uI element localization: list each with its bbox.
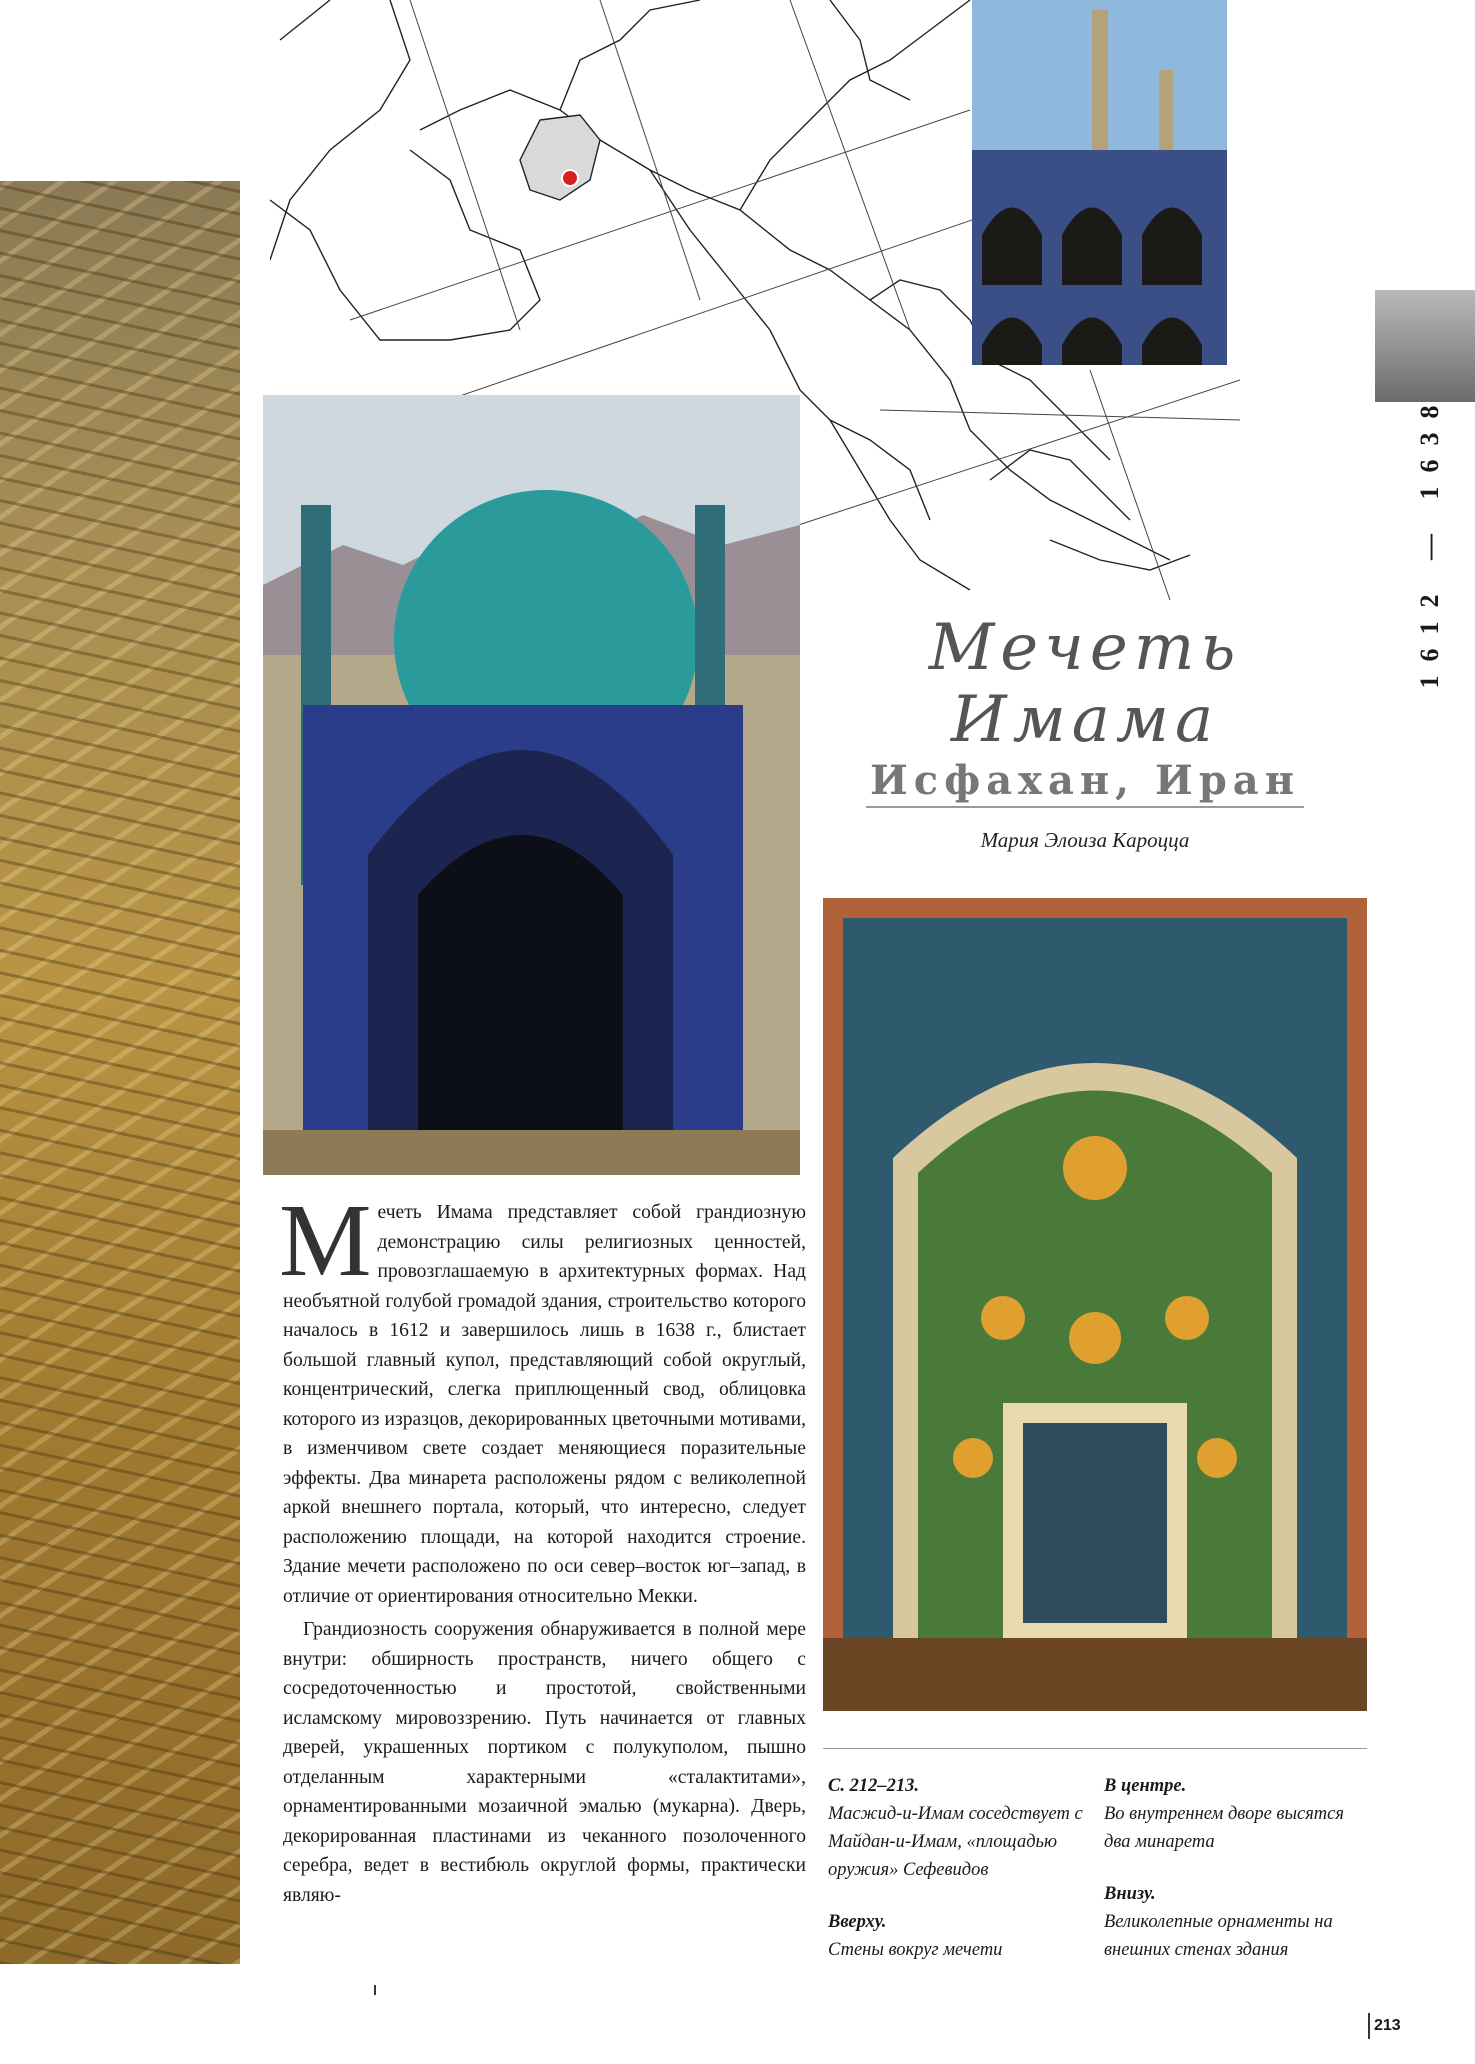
- title-line-1: Мечеть: [928, 611, 1242, 685]
- paragraph-1-text: ечеть Имама представляет собой грандиозную демонстрацию силы религиозных ценностей, провозглашаемую в архитектурных формах. Над необъятной голубой громадой здания, строительство которого началось в 1612 и завершилось лишь в 1638 г., блистает большой главный купол, представляющий собой округлый, концентрический, слегка приплющенный свод, облицовка которого из изразцов, декорированных цветочными мотивами, в изменчивом свете создает меняющиеся поразительные эффекты. Два минарета расположены рядом с великолепной аркой внешнего портала, который, что интересно, следует расположению площади, на которой находится строение. Здание мечети расположено по оси север–восток юг–запад, в отличие от ориентирования относительно Мекки.: [283, 1202, 806, 1607]
- caption-column-left: [828, 1772, 1093, 1964]
- mosque-dome-photo: [263, 395, 800, 1175]
- subtitle: Исфахан, Иран: [866, 756, 1304, 808]
- title-block: [820, 612, 1350, 853]
- courtyard-minarets-photo: [972, 0, 1227, 365]
- caption-heading: С. 212–213.: [828, 1776, 919, 1796]
- aerial-city-photo: [0, 181, 240, 1964]
- caption-heading: В центре.: [1104, 1776, 1187, 1796]
- caption-heading: Вверху.: [828, 1912, 887, 1932]
- caption-text: Стены вокруг мечети: [828, 1940, 1003, 1960]
- caption-heading: Внизу.: [1104, 1884, 1156, 1904]
- tile-ornament-photo: [823, 898, 1367, 1711]
- caption-text: Великолепные орнаменты на внешних стенах здания: [1104, 1912, 1333, 1960]
- tick-mark: [374, 1985, 376, 1995]
- article-body: [279, 1183, 806, 1910]
- paragraph-2: Грандиозность сооружения обнаруживается в полной мере внутри: обширность пространств, ничего общего с сосредоточенностью и простотой, свойственными исламскому мировоззрению. Путь начинается от главных дверей, украшенных портиком с полукуполом, пышно отделанным характерными «сталактитами», орнаментированными мозаичной эмалью (мукарна). Дверь, декорированная пластинами из чеканного позолоченного серебра, ведет в вестибюль округлой формы, практически являю-: [283, 1619, 806, 1906]
- title-line-2: Имама: [950, 683, 1220, 757]
- author: Мария Элоиза Кароцца: [980, 828, 1190, 852]
- caption-text: Масжид-и-Имам соседствует с Майдан-и-Имам, «площадью оружия» Сефевидов: [828, 1804, 1083, 1880]
- page-number: 213: [1368, 2013, 1401, 2039]
- caption-column-right: [1104, 1772, 1369, 1964]
- caption-divider: [823, 1748, 1367, 1749]
- year-range-text: 1612 — 1638: [1415, 391, 1444, 689]
- location-marker: [562, 170, 578, 186]
- paragraph-1: [279, 1183, 806, 1611]
- caption-text: Во внутреннем дворе высятся два минарета: [1104, 1804, 1344, 1852]
- drop-cap: М: [279, 1183, 372, 1298]
- side-thumbnail: [1375, 290, 1475, 402]
- year-range: [1390, 391, 1470, 689]
